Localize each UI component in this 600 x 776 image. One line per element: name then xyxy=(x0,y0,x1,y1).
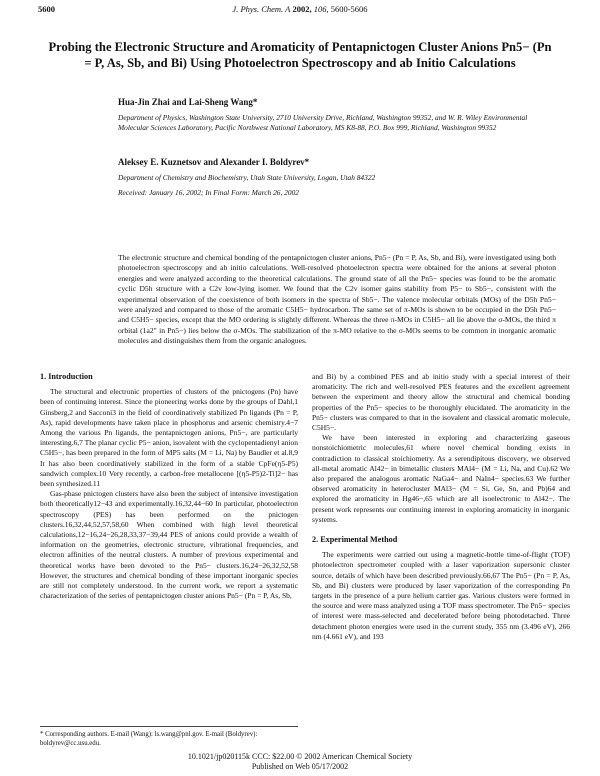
left-column xyxy=(40,372,298,601)
received-dates: Received: January 16, 2002; In Final Form: March 26, 2002 xyxy=(118,188,299,197)
authors-group-2: Aleksey E. Kuznetsov and Alexander I. Boldyrev* xyxy=(118,157,310,167)
journal-year: 2002, xyxy=(292,4,312,14)
doi-line: 10.1021/jp020115k CCC: $22.00 © 2002 American Chemical Society xyxy=(187,752,413,761)
section-heading-introduction: 1. Introduction xyxy=(40,372,93,381)
running-header xyxy=(38,4,562,16)
page-number: 5600 xyxy=(38,4,55,14)
experimental-paragraph-1: The experiments were carried out using a magnetic-bottle time-of-flight (TOF) photoelectron spectrometer coupled with a laser vaporization supersonic cluster source, details of which have been described previously.66,67 The Pn5− (Pn = P, As, Sb, and Bi) clusters were produced by laser vaporization of the corresponding Pn targets in the presence of a pure helium carrier gas. Various clusters were formed in the source and were mass analyzed using a TOF mass spectrometer. The Pn5− species of interest were mass-selected and decelerated before being photodetached. Three detachment photon energies were used in the current study, 355 nm (3.496 eV), 266 nm (4.661 eV), and 193 xyxy=(312,550,570,641)
abstract: The electronic structure and chemical bonding of the pentapnictogen cluster anions, Pn5− (Pn = P, As, Sb, and Bi), were investigated using both photoelectron spectroscopy and ab initio calculations. Well-resolved photoelectron spectra were obtained for the anions at several photon energies and were analyzed according to the theoretical calculations. The ground state of all the Pn5− species was found to be the aromatic cyclic D5h structure with a C2v low-lying isomer. We found that the C2v isomer gains stability from P5− to Sb5−, consistent with the experimental observation of the coexistence of both isomers in the spectra of Sb5−. The valence molecular orbitals (MOs) of the D5h Pn5− were analyzed and compared to those of the aromatic C5H5− hydrocarbon. The same set of π-MOs is shown to be occupied in the D5h Pn5− and C5H5− species, except that the MO ordering is slightly different. Whereas the three π-MOs in C5H5− all lie above the σ-MOs, the third π orbital (1a2″ in Pn5−) lies below the σ-MOs. The stabilization of the π-MO relative to the σ-MOs seems to be common in inorganic aromatic molecules and distinguishes them from the organic analogues. xyxy=(118,253,556,346)
right-column xyxy=(312,372,570,642)
intro-paragraph-2: Gas-phase pnictogen clusters have also been the subject of intensive investigation both theoretically12−43 and experimentally.16,32,44−60 In particular, photoelectron spectroscopy (PES) has been performed on the pnictogen clusters.16,32,44,52,57,58,60 When combined with high level theoretical calculations,12−16,24−26,28,33,37−39,44 PES of anions could provide a wealth of information on the geometries, electronic structure, vibrational frequencies, and electron affinities of the neutral clusters. A number of previous experimental and theoretical works have been devoted to the Pn5− clusters.16,24−26,32,52,58 However, the structures and chemical bonding of these important inorganic species are still not completely understood. In the current work, we report a systematic characterization of the series of pentapnictogen cluster anions Pn5− (Pn = P, As, Sb, xyxy=(40,489,298,601)
paper-title: Probing the Electronic Structure and Aromaticity of Pentapnictogen Cluster Anions Pn5− (Pn = P, As, Sb, and Bi) Using Photoelectron Spectroscopy and ab Initio Calculations xyxy=(48,40,552,70)
intro-paragraph-1: The structural and electronic properties of clusters of the pnictogens (Pn) have been of continuing interest. Since the pioneering works done by the groups of Dahl,1 Ginsberg,2 and Sacconi3 in the field of coordinatively stabilized Pn ligands (Pn = P, As), rapid developments have taken place in phosphorus and arsenic chemistry.4−7 Among the various Pn ligands, the pentapnictogen anions, Pn5−, are particularly interesting.6,7 The planar cyclic P5− anion, isovalent with the cyclopentadienyl anion C5H5−, has been prepared in the form of MP5 salts (M = Li, Na) by Baudler et al.8,9 It has also been coordinatively stabilized in the form of a stable CpFe(η5-P5) sandwich complex.10 Very recently, a carbon-free metallocene [(η5-P5)2-Ti]2− has been synthesized.11 xyxy=(40,387,298,489)
corresponding-author-footnote: * Corresponding authors. E-mail (Wang): ls.wang@pnl.gov. E-mail (Boldyrev): boldyrev@cc.usu.edu. xyxy=(40,726,298,749)
journal-name: J. Phys. Chem. A xyxy=(232,4,291,14)
journal-citation xyxy=(38,4,562,14)
intro-paragraph-3: We have been interested in exploring and characterizing gaseous nonstoichiometric molecules,61 where novel chemical bonding exists in contradiction to classical stoichiometry. As a serendipitous discovery, we observed all-metal aromatic Al42− in bimetallic clusters MAl4− (M = Li, Na, and Cu).62 We also prepared the analogous aromatic NaGa4− and NaIn4− species.63 We further observed aromaticity in heterocluster MAl3− (M = Si, Ge, Sn, and Pb)64 and explored the aromaticity in Hg46−,65 which are all isoelectronic to Al42−. The present work represents our continuing interest in exploring aromaticity in inorganic systems. xyxy=(312,433,570,524)
intro-paragraph-continued: and Bi) by a combined PES and ab initio study with a special interest of their aromaticity. The rich and well-resolved PES features and the excellent agreement between the experiment and theory allow the structural and chemical bonding properties of the Pn5− species to be thoroughly elucidated. The aromaticity in the Pn5− clusters was compared to that in the isovalent and classical aromatic molecule, C5H5−. xyxy=(312,372,570,433)
journal-volume: 106, xyxy=(313,4,329,14)
section-heading-experimental: 2. Experimental Method xyxy=(312,535,398,545)
authors-group-1: Hua-Jin Zhai and Lai-Sheng Wang* xyxy=(118,97,258,107)
journal-pages: 5600-5606 xyxy=(330,4,368,14)
affiliation-group-1: Department of Physics, Washington State University, 2710 University Drive, Richland, Washington 99352, and W. R. Wiley Environmental Molecular Sciences Laboratory, Pacific Northwest National Laboratory, MS K8-88, P.O. Box 999, Richland, Washington 99352 xyxy=(118,113,528,132)
affiliation-group-2: Department of Chemistry and Biochemistry, Utah State University, Logan, Utah 84322 xyxy=(118,173,376,182)
publication-date: Published on Web 05/17/2002 xyxy=(251,762,349,771)
